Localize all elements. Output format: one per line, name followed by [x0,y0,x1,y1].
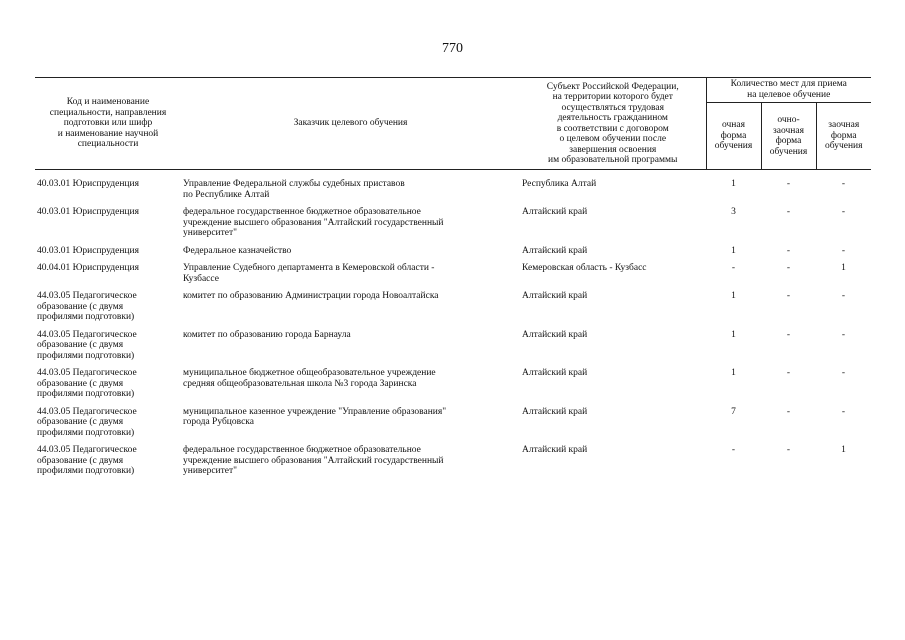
cell-extramural: - [841,406,846,417]
cell-extramural: 1 [841,263,846,273]
cell-subject: Алтайский край [522,406,588,417]
cell-extramural: - [841,207,846,217]
cell-full-time: 1 [731,368,736,378]
table-row [35,291,871,330]
cell-subject: Алтайский край [522,207,588,217]
cell-part-time: - [786,406,791,417]
cell-customer: комитет по образованию города Барнаула [183,329,351,340]
cell-part-time: - [786,245,791,256]
cell-part-time: - [786,207,791,217]
cell-part-time: - [786,445,791,455]
table-row [35,207,871,246]
cell-subject: Республика Алтай [522,179,597,189]
cell-customer: Управление Судебного департамента в Кемеровской области - Кузбассе [183,263,435,284]
header-full-time: очная форма обучения [706,103,761,170]
cell-part-time: - [786,368,791,378]
table-row [35,368,871,407]
cell-subject: Алтайский край [522,368,588,378]
cell-subject: Алтайский край [522,291,588,301]
table-row [35,263,871,291]
cell-customer: комитет по образованию Администрации города Новоалтайска [183,291,439,301]
cell-subject: Алтайский край [522,445,588,455]
table-row [35,445,871,484]
cell-extramural: - [841,245,846,256]
cell-part-time: - [786,179,791,189]
header-extramural: заочная форма обучения [816,103,871,170]
cell-subject: Алтайский край [522,329,588,340]
cell-specialty: 44.03.05 Педагогическое образование (с двумя профилями подготовки) [37,445,137,476]
cell-full-time: - [731,263,736,273]
cell-specialty: 44.03.05 Педагогическое образование (с двумя профилями подготовки) [37,291,137,322]
table-row [35,179,871,207]
cell-part-time: - [786,329,791,340]
page-number: 770 [442,41,463,56]
cell-full-time: - [731,445,736,455]
cell-part-time: - [786,263,791,273]
cell-specialty: 44.03.05 Педагогическое образование (с двумя профилями подготовки) [37,329,137,361]
header-customer: Заказчик целевого обучения [181,78,520,170]
header-places-group: Количество мест для приема на целевое обучение [706,78,871,103]
cell-extramural: - [841,179,846,189]
cell-part-time: - [786,291,791,301]
cell-customer: федеральное государственное бюджетное образовательное учреждение высшего образования "Алтайский государственный университет" [183,207,444,238]
table-body [35,170,871,484]
cell-specialty: 40.03.01 Юриспруденция [37,245,139,256]
target-training-table [35,77,871,484]
header-subject: Субъект Российской Федерации, на территории которого будет осуществляться трудовая деятельность гражданином в соответствии с договором о целевом обучении после завершения освоения им образовательной программы [520,78,706,170]
cell-specialty: 44.03.05 Педагогическое образование (с двумя профилями подготовки) [37,406,137,438]
cell-full-time: 1 [731,329,736,340]
cell-specialty: 44.03.05 Педагогическое образование (с двумя профилями подготовки) [37,368,137,399]
cell-extramural: 1 [841,445,846,455]
cell-customer: муниципальное бюджетное общеобразовательное учреждение средняя общеобразовательная школа №3 города Заринска [183,368,436,389]
cell-subject: Алтайский край [522,245,588,256]
cell-full-time: 3 [731,207,736,217]
cell-subject: Кемеровская область - Кузбасс [522,263,647,273]
cell-extramural: - [841,329,846,340]
cell-full-time: 1 [731,179,736,189]
cell-customer: муниципальное казенное учреждение "Управление образования" города Рубцовска [183,406,447,427]
cell-full-time: 7 [731,406,736,417]
cell-full-time: 1 [731,245,736,256]
cell-extramural: - [841,291,846,301]
cell-full-time: 1 [731,291,736,301]
table-row [35,407,871,446]
cell-extramural: - [841,368,846,378]
cell-customer: Федеральное казначейство [183,245,292,256]
cell-specialty: 40.04.01 Юриспруденция [37,263,139,273]
header-specialty: Код и наименование специальности, направления подготовки или шифр и наименование научной специальности [35,78,181,170]
header-part-time: очно- заочная форма обучения [761,103,816,170]
cell-customer: федеральное государственное бюджетное образовательное учреждение высшего образования "Алтайский государственный университет" [183,445,444,476]
cell-customer: Управление Федеральной службы судебных приставов по Республике Алтай [183,179,405,200]
table-row [35,330,871,369]
table-row [35,246,871,264]
cell-specialty: 40.03.01 Юриспруденция [37,179,139,189]
cell-specialty: 40.03.01 Юриспруденция [37,207,139,217]
